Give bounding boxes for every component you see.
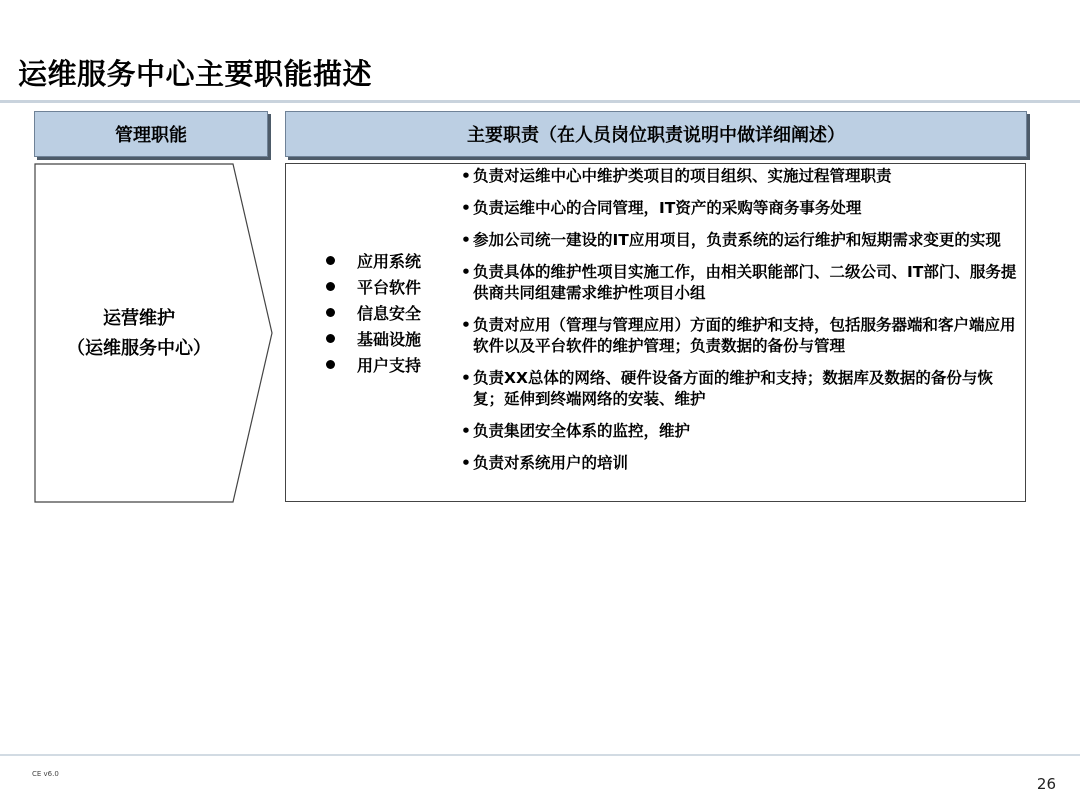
bullet-icon (326, 256, 335, 265)
list-item (322, 299, 421, 325)
bullet-icon (326, 360, 335, 369)
footer-code: CE v6.0 (32, 770, 59, 778)
category-label: 平台软件 (357, 277, 422, 297)
duty-list (459, 166, 1021, 485)
bullet-icon: • (461, 263, 471, 281)
list-item (322, 247, 421, 273)
bullet-icon: • (461, 316, 471, 334)
duty-text: 负责对系统用户的培训 (473, 454, 629, 472)
list-item (459, 368, 1021, 410)
bullet-icon (326, 334, 335, 343)
category-label: 信息安全 (357, 303, 422, 323)
category-label: 应用系统 (357, 251, 422, 271)
bullet-icon: • (461, 369, 471, 387)
function-label (34, 304, 244, 364)
bullet-icon (326, 308, 335, 317)
list-item (459, 230, 1021, 251)
duty-text: 负责运维中心的合同管理，IT资产的采购等商务事务处理 (473, 199, 862, 217)
page-title: 运维服务中心主要职能描述 (18, 57, 373, 91)
duty-text: 负责XX总体的网络、硬件设备方面的维护和支持；数据库及数据的备份与恢复；延伸到终端网络的安装、维护 (473, 369, 993, 408)
page-number: 26 (1036, 775, 1056, 793)
title-divider (0, 100, 1080, 103)
duty-text: 参加公司统一建设的IT应用项目，负责系统的运行维护和短期需求变更的实现 (473, 231, 1001, 249)
category-label: 基础设施 (357, 329, 422, 349)
footer-divider (0, 754, 1080, 756)
bullet-icon: • (461, 167, 471, 185)
management-function-header: 管理职能 (34, 111, 268, 157)
function-unit: （运维服务中心） (67, 338, 211, 359)
duty-text: 负责集团安全体系的监控，维护 (473, 422, 691, 440)
list-item (459, 262, 1021, 304)
function-name: 运营维护 (103, 308, 175, 329)
list-item (459, 315, 1021, 357)
category-label: 用户支持 (357, 355, 422, 375)
list-item (322, 325, 421, 351)
list-item (459, 198, 1021, 219)
category-list (322, 247, 421, 377)
main-duties-header: 主要职责（在人员岗位职责说明中做详细阐述） (285, 111, 1027, 157)
list-item (459, 453, 1021, 474)
list-item (459, 421, 1021, 442)
bullet-icon: • (461, 231, 471, 249)
bullet-icon: • (461, 454, 471, 472)
list-item (322, 351, 421, 377)
bullet-icon (326, 282, 335, 291)
bullet-icon: • (461, 199, 471, 217)
duty-text: 负责对应用（管理与管理应用）方面的维护和支持，包括服务器端和客户端应用软件以及平台软件的维护管理；负责数据的备份与管理 (473, 316, 1016, 355)
duty-text: 负责对运维中心中维护类项目的项目组织、实施过程管理职责 (473, 167, 892, 185)
bullet-icon: • (461, 422, 471, 440)
list-item (459, 166, 1021, 187)
list-item (322, 273, 421, 299)
duty-text: 负责具体的维护性项目实施工作，由相关职能部门、二级公司、IT部门、服务提供商共同组建需求维护性项目小组 (473, 263, 1017, 302)
